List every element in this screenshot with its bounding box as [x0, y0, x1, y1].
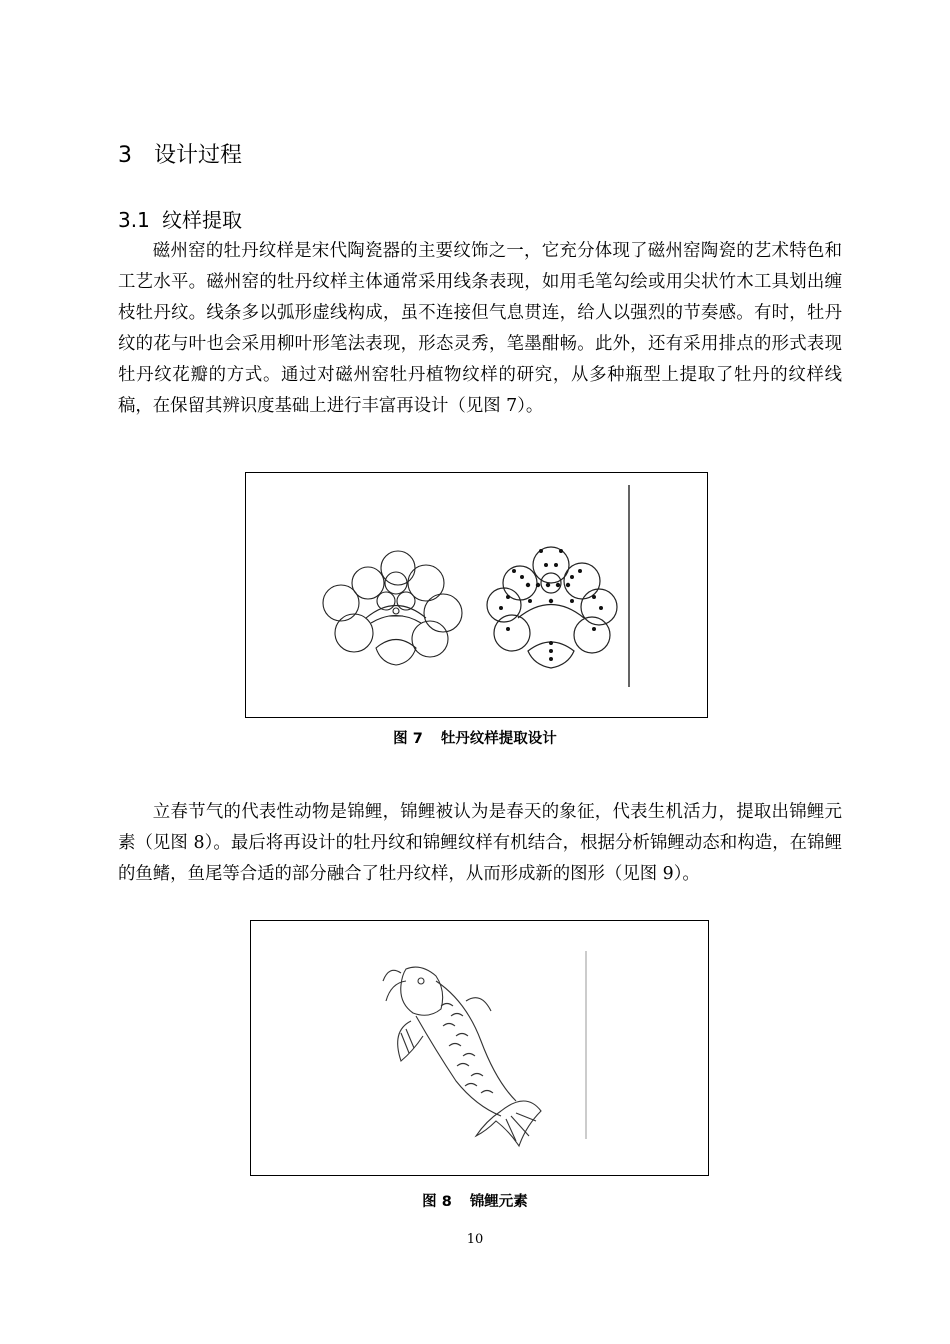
figure-7-image: [246, 473, 707, 717]
figure-7-caption: [0, 727, 950, 748]
subsection-heading: [118, 204, 242, 233]
subsection-title: 纹样提取: [162, 208, 242, 232]
subsection-number: 3.1: [118, 208, 150, 232]
page-number: 10: [466, 1232, 484, 1247]
body-paragraph-2: 立春节气的代表性动物是锦鲤，锦鲤被认为是春天的象征，代表生机活力，提取出锦鲤元素（见图 8）。最后将再设计的牡丹纹和锦鲤纹样有机结合，根据分析锦鲤动态和构造，在锦鲤的鱼鳍，鱼尾等合适的部分融合了牡丹纹样，从而形成新的图形（见图 9）。: [118, 802, 842, 884]
body-paragraph-1: 磁州窑的牡丹纹样是宋代陶瓷器的主要纹饰之一，它充分体现了磁州窑陶瓷的艺术特色和工艺水平。磁州窑的牡丹纹样主体通常采用线条表现，如用毛笔勾绘或用尖状竹木工具划出缠枝牡丹纹。线条多以弧形虚线构成，虽不连接但气息贯连，给人以强烈的节奏感。有时，牡丹纹的花与叶也会采用柳叶形笔法表现，形态灵秀，笔墨酣畅。此外，还有采用排点的形式表现牡丹纹花瓣的方式。通过对磁州窑牡丹植物纹样的研究，从多种瓶型上提取了牡丹的纹样线稿，在保留其辨识度基础上进行丰富再设计（见图 7）。: [118, 241, 842, 416]
section-title: 设计过程: [154, 143, 243, 168]
peony-outline-drawing: [323, 551, 462, 665]
koi-fish-drawing: [383, 967, 541, 1146]
figure-8-caption-text: 锦鲤元素: [469, 1194, 528, 1210]
section-number: 3: [118, 143, 132, 168]
figure-7-frame: [245, 472, 708, 718]
figure-7-caption-text: 牡丹纹样提取设计: [440, 731, 557, 747]
figure-8-label: 图 8: [422, 1194, 452, 1210]
figure-8-image: [251, 921, 708, 1175]
figure-8-caption: [0, 1190, 950, 1211]
figure-8-frame: [250, 920, 709, 1176]
section-heading: [118, 138, 242, 169]
figure-7-label: 图 7: [393, 731, 423, 747]
